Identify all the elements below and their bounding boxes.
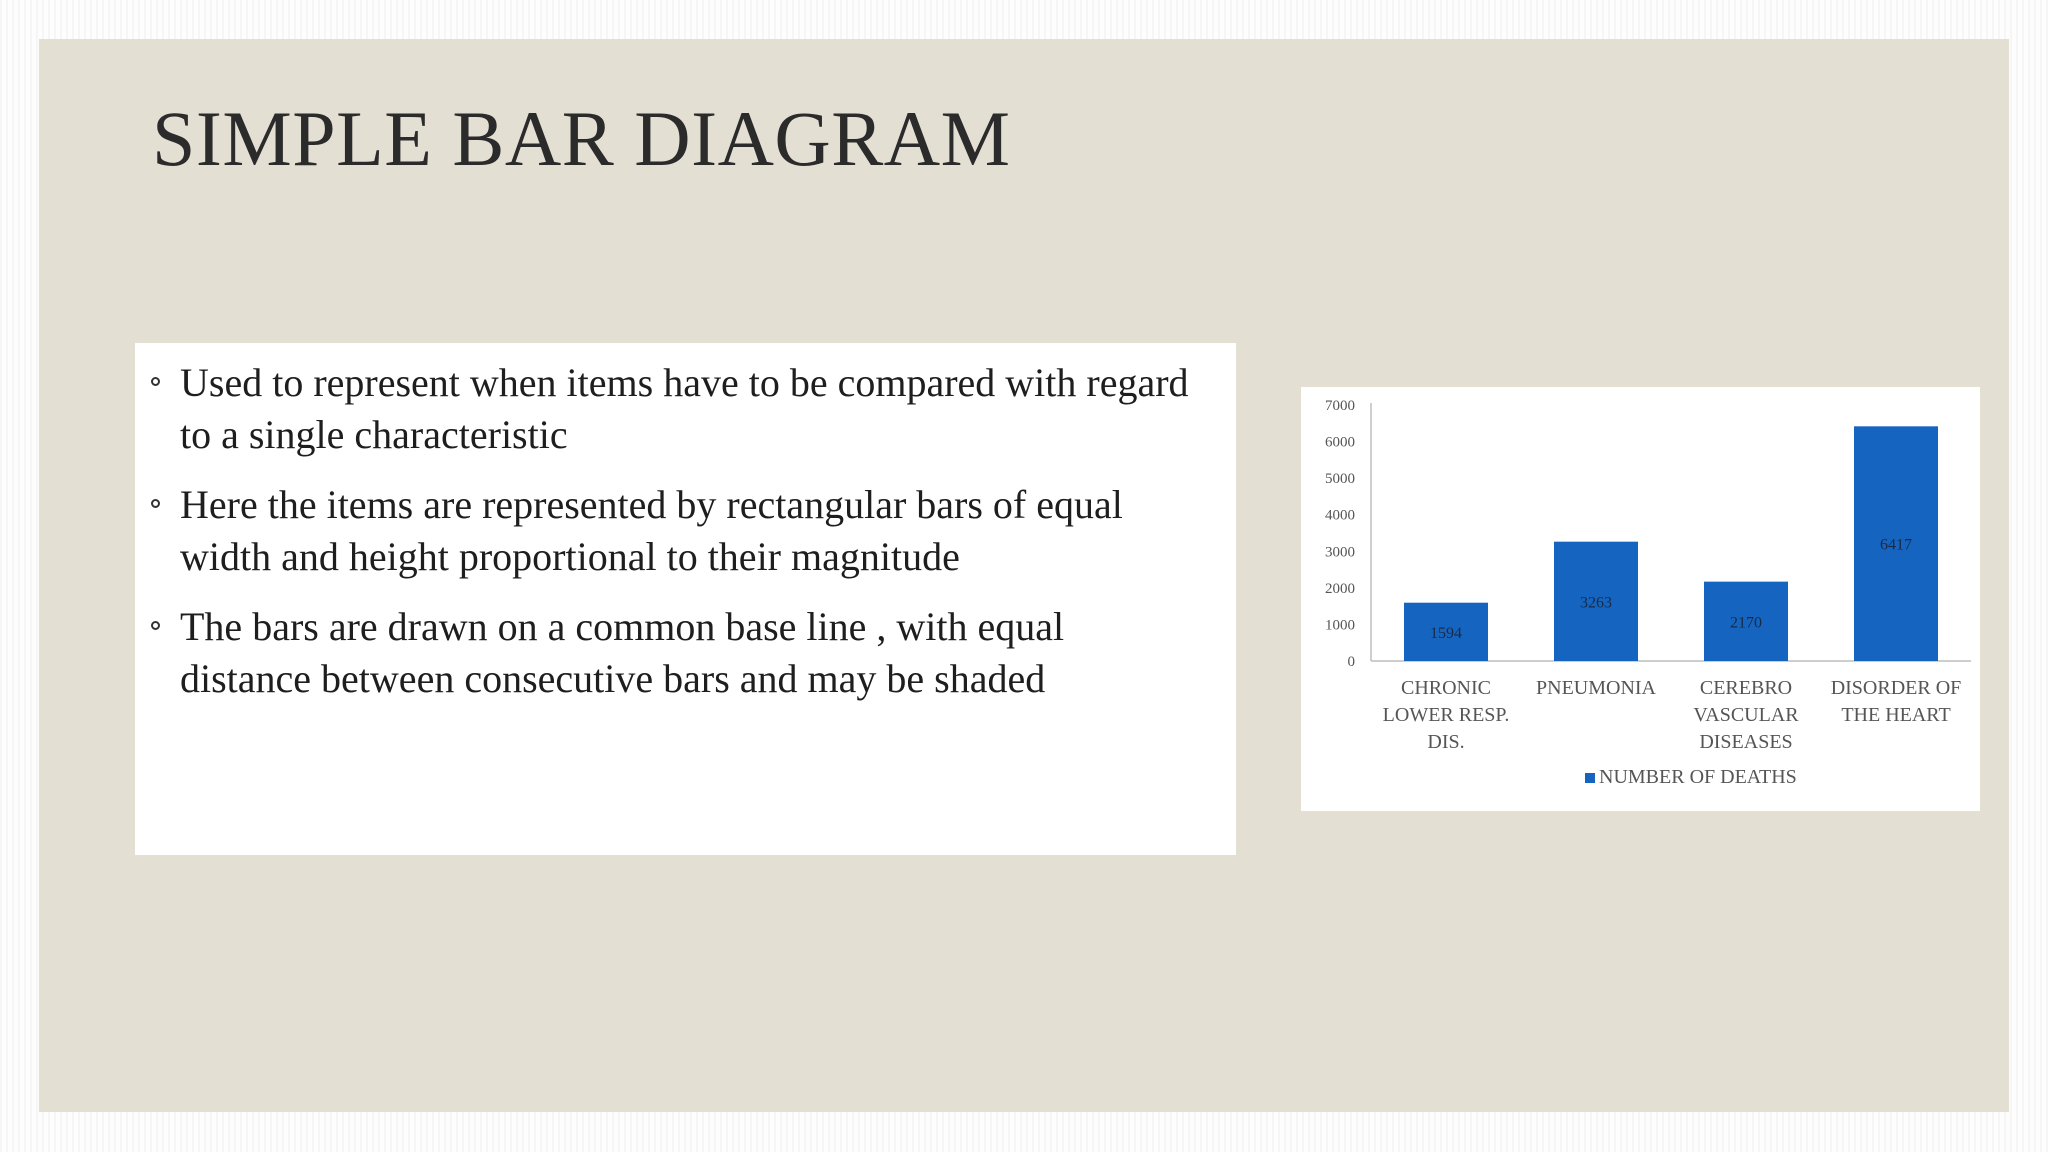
x-category-label: CHRONIC: [1400, 677, 1492, 699]
bullet-item: [180, 479, 1196, 583]
bullet-text-box: [135, 343, 1236, 855]
legend-label: NUMBER OF DEATHS: [1599, 766, 1797, 788]
bar-data-label: 2170: [1730, 614, 1762, 632]
bullet-item: [180, 357, 1196, 461]
bullet-text: The bars are drawn on a common base line , with equal distance between consecutive bars and may be shaded: [180, 604, 1065, 701]
legend-swatch: [1585, 773, 1595, 783]
hollow-circle-bullet-icon: [151, 499, 160, 508]
y-tick-label: 3000: [1325, 544, 1355, 561]
y-tick-label: 6000: [1325, 434, 1355, 451]
x-category-label: VASCULAR: [1693, 704, 1799, 726]
bar-chart: [1301, 387, 1980, 811]
bullet-list: [180, 357, 1196, 705]
x-category-label: DISORDER OF: [1830, 677, 1962, 699]
y-tick-label: 1000: [1325, 617, 1355, 634]
y-tick-label: 4000: [1325, 507, 1355, 524]
slide-title: SIMPLE BAR DIAGRAM: [152, 95, 1011, 182]
x-category-label: DISEASES: [1699, 731, 1793, 753]
x-category-label: PNEUMONIA: [1536, 677, 1656, 699]
y-tick-label: 0: [1347, 654, 1355, 670]
x-category-label: DIS.: [1427, 731, 1465, 753]
x-category-label: CEREBRO: [1699, 677, 1793, 699]
bar-data-label: 1594: [1430, 624, 1462, 642]
x-category-label: THE HEART: [1841, 704, 1951, 726]
hollow-circle-bullet-icon: [151, 377, 160, 386]
bar-data-label: 3263: [1580, 594, 1612, 612]
slide: [39, 39, 2009, 1112]
bar-data-label: 6417: [1880, 536, 1912, 554]
y-tick-label: 5000: [1325, 471, 1355, 488]
y-tick-label: 7000: [1325, 398, 1355, 414]
hollow-circle-bullet-icon: [151, 621, 160, 630]
bullet-item: [180, 601, 1196, 705]
bar-chart-image: [1301, 387, 1980, 811]
x-category-label: LOWER RESP.: [1382, 704, 1510, 726]
bullet-text: Used to represent when items have to be compared with regard to a single characteristic: [180, 360, 1189, 457]
bullet-text: Here the items are represented by rectangular bars of equal width and height proportional to their magnitude: [180, 482, 1123, 579]
y-tick-label: 2000: [1325, 580, 1355, 597]
